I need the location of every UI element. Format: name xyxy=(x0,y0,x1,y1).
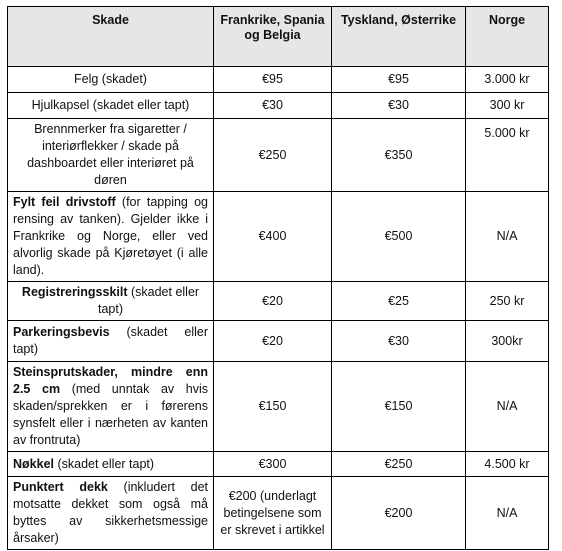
damage-type-bold: Registreringsskilt xyxy=(21,285,128,299)
cell-skade: Hjulkapsel (skadet eller tapt) xyxy=(8,93,214,119)
cell-fr: €400 xyxy=(214,192,332,282)
damage-type-bold: Nøkkel xyxy=(13,456,54,471)
cell-fr: €20 xyxy=(214,282,332,321)
header-tyskland: Tyskland, Østerrike xyxy=(332,7,466,67)
damage-description: (skadet eller tapt) xyxy=(54,456,155,471)
cell-no: 300 kr xyxy=(466,93,549,119)
damage-type-bold: Fylt feil drivstoff xyxy=(13,195,116,209)
cell-skade xyxy=(8,477,214,550)
table-row xyxy=(8,282,549,321)
header-frankrike: Frankrike, Spania og Belgia xyxy=(214,7,332,67)
cell-de: €30 xyxy=(332,93,466,119)
table-row xyxy=(8,452,549,477)
cell-de: €250 xyxy=(332,452,466,477)
cell-no: N/A xyxy=(466,477,549,550)
header-skade: Skade xyxy=(8,7,214,67)
cell-de: €25 xyxy=(332,282,466,321)
cell-skade: Brennmerker fra sigaretter / interiørflekker / skade på dashboardet eller interiøret på døren xyxy=(8,119,214,192)
damage-description: (med unntak av hvis skaden/sprekken er i førerens synsfelt eller i nærheten av kanten av frontruta) xyxy=(13,382,208,447)
table-row xyxy=(8,321,549,362)
cell-skade: Felg (skadet) xyxy=(8,67,214,93)
cell-fr: €300 xyxy=(214,452,332,477)
cell-skade xyxy=(8,321,214,362)
cell-de: €95 xyxy=(332,67,466,93)
cell-fr: €30 xyxy=(214,93,332,119)
table-row xyxy=(8,67,549,93)
cell-de: €350 xyxy=(332,119,466,192)
cell-skade xyxy=(8,282,214,321)
damage-description: (inkludert det motsatte dekket som også må byttes av sikkerhetsmessige årsaker) xyxy=(13,480,209,545)
table-row xyxy=(8,362,549,452)
header-norge: Norge xyxy=(466,7,549,67)
cell-no: N/A xyxy=(466,192,549,282)
table-row xyxy=(8,192,549,282)
cell-de: €200 xyxy=(332,477,466,550)
damage-fee-table xyxy=(7,6,549,550)
cell-no: 4.500 kr xyxy=(466,452,549,477)
cell-fr: €200 (underlagt betingelsene som er skrevet i artikkel xyxy=(214,477,332,550)
damage-description: (skadet eller tapt) xyxy=(97,285,200,316)
cell-fr: €95 xyxy=(214,67,332,93)
cell-no: N/A xyxy=(466,362,549,452)
cell-skade xyxy=(8,362,214,452)
table-row xyxy=(8,93,549,119)
cell-fr: €150 xyxy=(214,362,332,452)
damage-type-bold: Parkeringsbevis xyxy=(13,325,110,339)
table-row xyxy=(8,477,549,550)
cell-skade xyxy=(8,192,214,282)
cell-fr: €20 xyxy=(214,321,332,362)
cell-no: 5.000 kr xyxy=(466,119,549,192)
damage-type-bold: Punktert dekk xyxy=(13,480,108,494)
table-row xyxy=(8,119,549,192)
cell-de: €500 xyxy=(332,192,466,282)
cell-no: 3.000 kr xyxy=(466,67,549,93)
damage-type-bold: Steinsprutskader, mindre enn 2.5 cm xyxy=(13,365,208,396)
cell-skade xyxy=(8,452,214,477)
cell-no: 250 kr xyxy=(466,282,549,321)
table-header-row xyxy=(8,7,549,67)
cell-de: €30 xyxy=(332,321,466,362)
cell-fr: €250 xyxy=(214,119,332,192)
damage-description: (skadet eller tapt) xyxy=(13,325,208,356)
cell-no: 300kr xyxy=(466,321,549,362)
cell-de: €150 xyxy=(332,362,466,452)
damage-description: (for tapping og rensing av tanken). Gjelder ikke i Frankrike og Norge, eller ved alvorlig skade på Kjøretøyet (i alle land). xyxy=(13,195,208,277)
